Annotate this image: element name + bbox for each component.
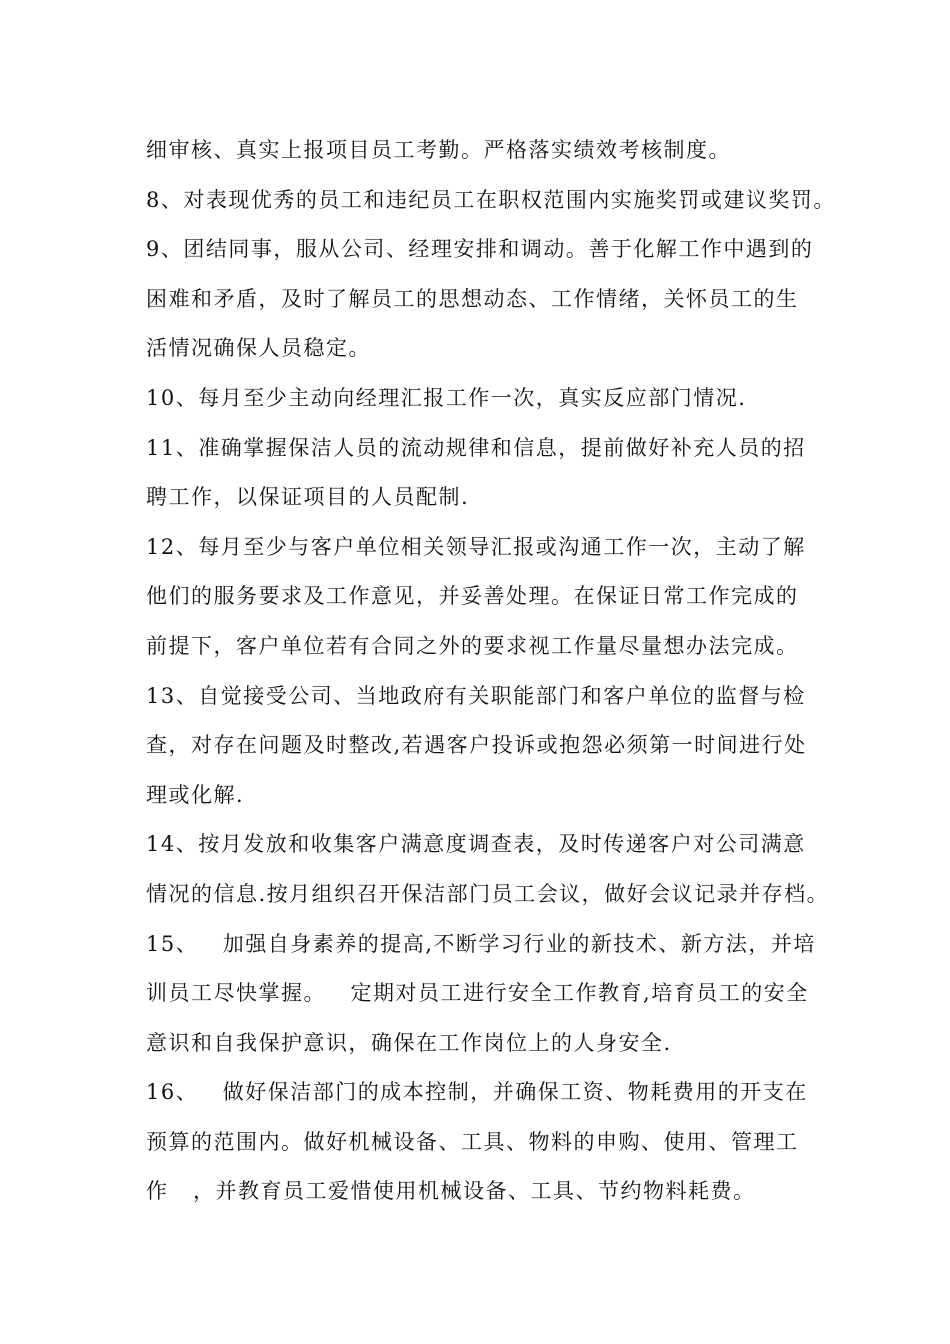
text-line: 16、 做好保洁部门的成本控制，并确保工资、物耗费用的开支在: [146, 1080, 808, 1105]
text-line: 细审核、真实上报项目员工考勤。严格落实绩效考核制度。: [146, 138, 731, 162]
text-line: 15、 加强自身素养的提高,不断学习行业的新技术、新方法，并培: [146, 931, 816, 956]
text-line: 活情况确保人员稳定。: [146, 336, 371, 361]
text-line: 11、准确掌握保洁人员的流动规律和信息，提前做好补充人员的招: [146, 435, 806, 460]
text-line: 训员工尽快掌握。 定期对员工进行安全工作教育,培育员工的安全: [146, 981, 809, 1006]
document-body: [146, 126, 836, 1217]
text-line: 他们的服务要求及工作意见，并妥善处理。在保证日常工作完成的: [146, 584, 799, 609]
text-line: 预算的范围内。做好机械设备、工具、物料的申购、使用、管理工: [146, 1129, 799, 1154]
text-line: 理或化解.: [146, 782, 245, 807]
text-line: 困难和矛盾，及时了解员工的思想动态、工作情绪，关怀员工的生: [146, 286, 799, 311]
text-line: 9、团结同事，服从公司、经理安排和调动。善于化解工作中遇到的: [146, 237, 814, 262]
text-line: 13、自觉接受公司、当地政府有关职能部门和客户单位的监督与检: [146, 683, 806, 708]
text-line: 14、按月发放和收集客户满意度调查表，及时传递客户对公司满意: [146, 832, 806, 857]
text-line: 8、对表现优秀的员工和违纪员工在职权范围内实施奖罚或建议奖罚。: [146, 187, 836, 212]
text-line: 作 ，并教育员工爱惜使用机械设备、工具、节约物料耗费。: [146, 1179, 756, 1204]
text-line: 10、每月至少主动向经理汇报工作一次，真实反应部门情况.: [146, 385, 747, 410]
text-line: 聘工作，以保证项目的人员配制.: [146, 485, 470, 510]
text-line: 查，对存在问题及时整改,若遇客户投诉或抱怨必须第一时间进行处: [146, 733, 807, 758]
text-line: 意识和自我保护意识，确保在工作岗位上的人身安全.: [146, 1030, 672, 1055]
text-line: 前提下，客户单位若有合同之外的要求视工作量尽量想办法完成。: [146, 633, 799, 658]
text-line: 12、每月至少与客户单位相关领导汇报或沟通工作一次，主动了解: [146, 534, 806, 559]
text-line: 情况的信息.按月组织召开保洁部门员工会议，做好会议记录并存档。: [146, 881, 830, 906]
